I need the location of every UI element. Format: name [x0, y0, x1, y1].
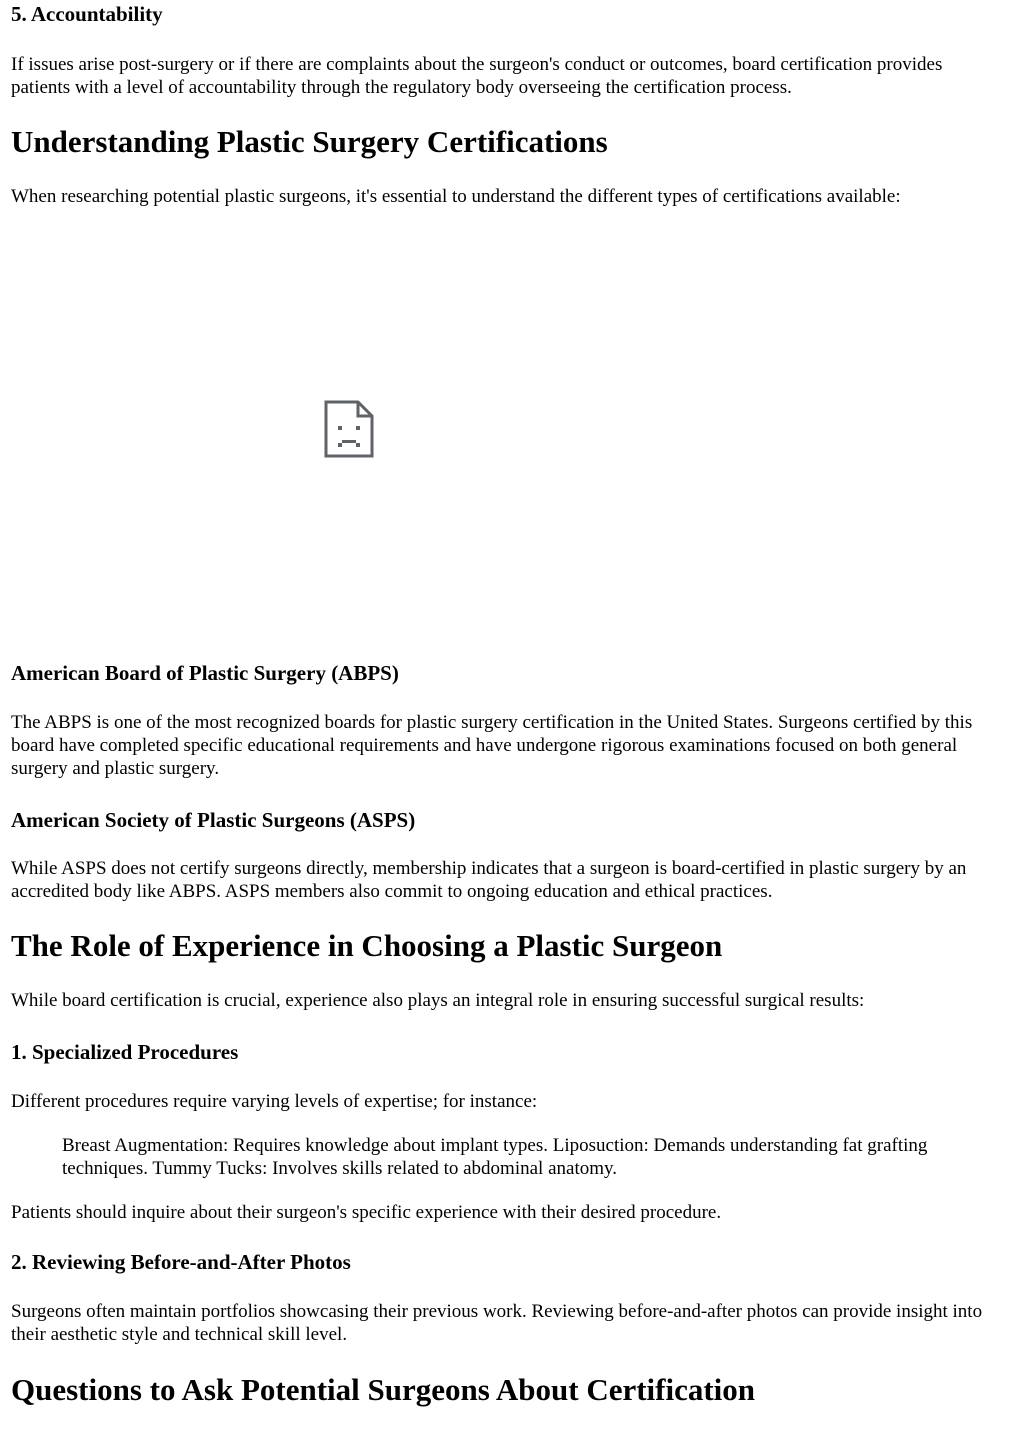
broken-image-icon [324, 400, 374, 458]
asps-heading: American Society of Plastic Surgeons (ASPS) [11, 808, 416, 832]
specialized-procedures-heading: 1. Specialized Procedures [11, 1040, 239, 1064]
abps-heading: American Board of Plastic Surgery (ABPS) [11, 661, 399, 685]
abps-paragraph: The ABPS is one of the most recognized boards for plastic surgery certification in the United States. Surgeons certified by this board have completed specific educational requirements and have undergone rigorous examinations focused on both general surgery and plastic surgery. [11, 712, 973, 779]
experience-heading: The Role of Experience in Choosing a Plastic Surgeon [11, 928, 723, 963]
certifications-heading: Understanding Plastic Surgery Certifications [11, 124, 608, 159]
procedures-blockquote: Breast Augmentation: Requires knowledge about implant types. Liposuction: Demands understanding fat grafting techniques. Tummy Tucks: Involves skills related to abdominal anatomy. [62, 1135, 928, 1179]
before-after-paragraph: Surgeons often maintain portfolios showcasing their previous work. Reviewing before-and-after photos can provide insight into their aesthetic style and technical skill level. [11, 1301, 983, 1345]
experience-intro: While board certification is crucial, experience also plays an integral role in ensuring successful surgical results: [11, 990, 865, 1011]
certifications-intro: When researching potential plastic surgeons, it's essential to understand the different types of certifications available: [11, 186, 901, 207]
specialized-procedures-outro: Patients should inquire about their surgeon's specific experience with their desired procedure. [11, 1202, 722, 1223]
accountability-paragraph: If issues arise post-surgery or if there are complaints about the surgeon's conduct or outcomes, board certification provides patients with a level of accountability through the regulatory body overseeing the certification process. [11, 54, 943, 98]
before-after-heading: 2. Reviewing Before-and-After Photos [11, 1250, 351, 1274]
specialized-procedures-intro: Different procedures require varying levels of expertise; for instance: [11, 1091, 538, 1112]
accountability-heading: 5. Accountability [11, 2, 163, 26]
questions-heading: Questions to Ask Potential Surgeons About Certification [11, 1372, 756, 1407]
asps-paragraph: While ASPS does not certify surgeons directly, membership indicates that a surgeon is board-certified in plastic surgery by an accredited body like ABPS. ASPS members also commit to ongoing education and ethical practices. [11, 858, 967, 902]
